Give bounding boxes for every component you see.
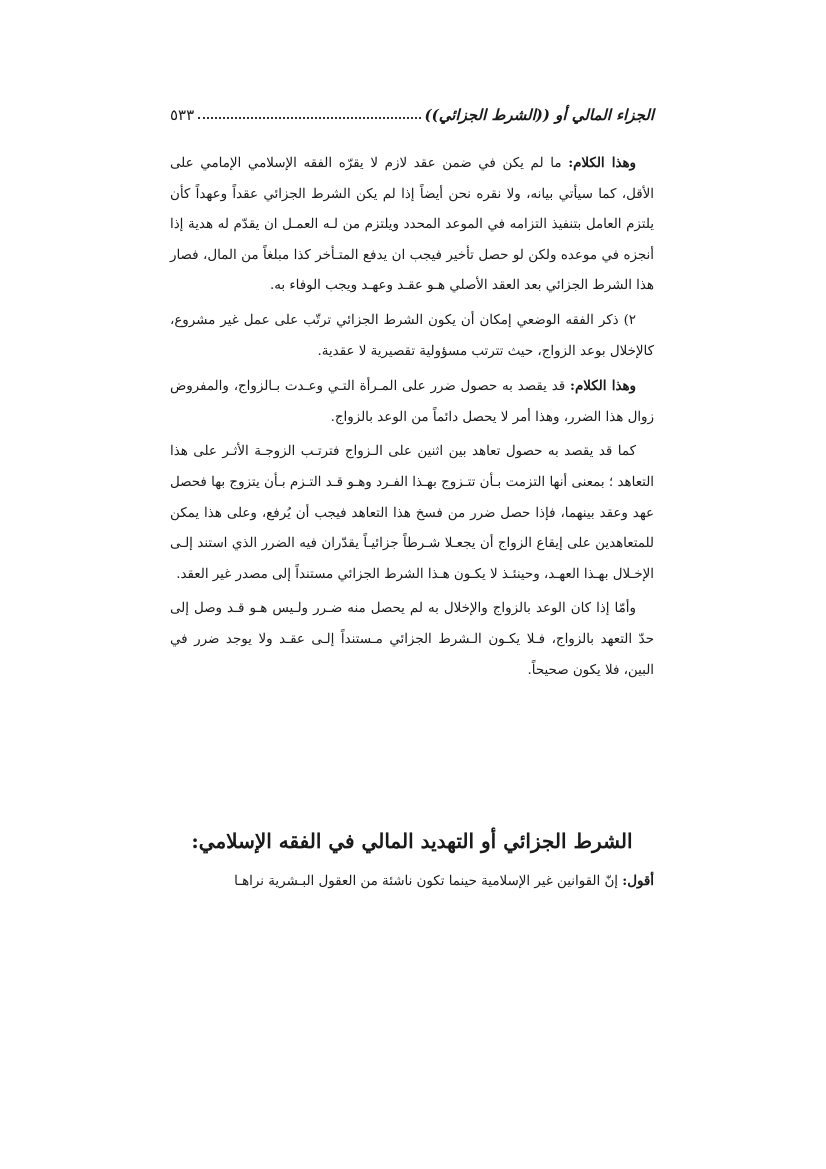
paragraph-2 (170, 306, 654, 367)
paragraph-1 (170, 148, 654, 302)
paragraph-4-text: كما قد يقصد به حصول تعاهد بين اثنين على الـزواج فترتـب الزوجـة الأثـر على هذا التعاهد ؛ بمعنى أنها التزمت بـأن تتـزوج بهـذا الفـرد وهـو قـد التـزم بـأن يتزوج بها فحصل عهد وعقد بينهما، فإذا حصل ضرر من فسخ هذا التعاهد فيجب أن يُرفع، وعلى هذا يمكن للمتعاهدين على إيقاع الزواج أن يجعـلا شـرطاً جزائيـاً يقدّران فيه الضرر الذي استند إلـى الإخـلال بهـذا العهـد، وحينئـذ لا يكـون هـذا الشرط الجزائي مستنداً إلى مصدر غير العقد. (170, 444, 654, 582)
section-first-paragraph (170, 866, 654, 898)
paragraph-1-text: ما لم يكن في ضمن عقد لازم لا يقرّه الفقه الإسلامي الإمامي على الأقل، كما سيأتي بيانه، ولا نقره نحن أيضاً إذا لم يكن الشرط الجزائي عقداً وعهداً كأن يلتزم العامل بتنفيذ التزامه في الموعد المحدد ويلتزم من لـه العمـل ان يقدّم له هدية إذا أنجزه في موعده ولكن لو حصل تأخير فيجب ان يدفع المتـأخر كذا مبلغاً من المال، فصار هذا الشرط الجزائي بعد العقد الأصلي هـو عقـد وعهـد ويجب الوفاء به. (170, 156, 654, 294)
paragraph-5 (170, 594, 654, 686)
header-leader-dots (198, 116, 420, 119)
paragraph-1-lead: وهذا الكلام: (568, 155, 637, 171)
paragraph-2-text: ٢) ذكر الفقه الوضعي إمكان أن يكون الشرط الجزائي ترتّب على عمل غير مشروع، كالإخلال بوعد الزواج، حيث تترتب مسؤولية تقصيرية لا عقدية. (170, 312, 654, 359)
section-heading: الشرط الجزائي أو التهديد المالي في الفقه الإسلامي: (191, 829, 633, 853)
paragraph-3-text: قد يقصد به حصول ضرر على المـرأة التـي وعـدت بـالزواج، والمفروض زوال هذا الضرر، وهذا أمر لا يحصل دائماً من الوعد بالزواج. (170, 379, 654, 425)
paragraph-4 (170, 437, 654, 590)
paragraph-5-text: وأمّا إذا كان الوعد بالزواج والإخلال به لم يحصل منه ضـرر ولـيس هـو قـد وصل إلى حدّ التعهد بالزواج، فـلا يكـون الـشرط الجزائي مـستنداً إلـى عقـد ولا يوجد ضرر في البين، فلا يكون صحيحاً. (170, 601, 654, 678)
body-text (170, 148, 654, 690)
section-first-lead: أقول: (622, 873, 654, 889)
paragraph-3-lead: وهذا الكلام: (570, 378, 636, 395)
running-header (170, 96, 654, 124)
paragraph-3 (170, 371, 654, 433)
header-title: الجزاء المالي أو ((الشرط الجزائي)) (424, 106, 654, 124)
section-first-text: إنّ القوانين غير الإسلامية حينما تكون ناشئة من العقول البـشرية نراهـا (234, 874, 623, 889)
page-number: ٥٣٣ (170, 106, 195, 124)
